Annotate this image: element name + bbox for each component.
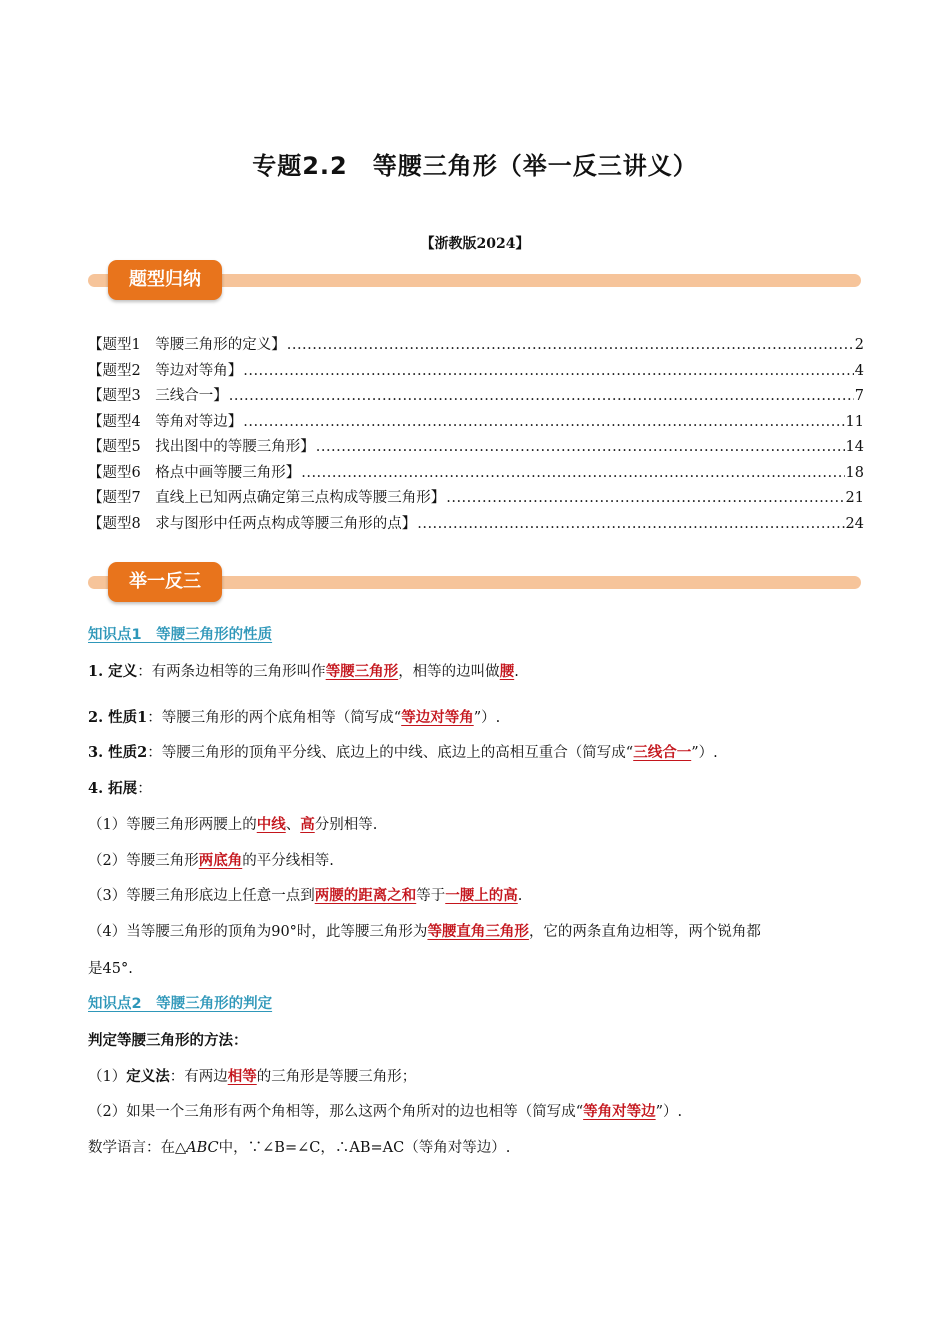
toc-leader (315, 435, 845, 461)
extension-item-4-cont: 是45°. (88, 961, 133, 977)
extension-item-4: （4）当等腰三角形的顶角为90°时，此等腰三角形为等腰直角三角形，它的两条直角边相等，两个锐角都 (88, 923, 761, 940)
toc-page: 18 (845, 464, 864, 481)
banner-label: 题型归纳 (108, 260, 222, 300)
banner-label: 举一反三 (108, 562, 222, 602)
toc-label: 【题型2 等边对等角】 (88, 362, 243, 379)
toc-label: 【题型8 求与图形中任两点构成等腰三角形的点】 (88, 515, 417, 532)
property-1-line: 2. 性质1：等腰三角形的两个底角相等（简写成“等边对等角”）. (88, 709, 501, 726)
toc-page: 11 (845, 413, 864, 430)
toc-label: 【题型7 直线上已知两点确定第三点构成等腰三角形】 (88, 490, 446, 506)
property-2-line: 3. 性质2：等腰三角形的顶角平分线、底边上的中线、底边上的高相互重合（简写成“三线合一”）. (88, 744, 718, 761)
table-of-contents (88, 333, 864, 537)
knowledge-point-2-heading: 知识点2 等腰三角形的判定 (88, 996, 273, 1012)
toc-page: 21 (845, 490, 864, 506)
toc-entry[interactable] (88, 384, 864, 410)
extension-heading: 4. 拓展： (88, 780, 152, 797)
toc-page: 7 (854, 388, 864, 404)
toc-entry[interactable] (88, 461, 864, 487)
toc-page: 2 (854, 337, 864, 353)
toc-entry[interactable] (88, 333, 864, 359)
toc-page: 24 (845, 515, 864, 532)
toc-label: 【题型6 格点中画等腰三角形】 (88, 464, 301, 481)
page-title: 专题2.2 等腰三角形（举一反三讲义） (252, 152, 698, 180)
toc-page: 14 (845, 439, 864, 455)
toc-entry[interactable] (88, 512, 864, 538)
toc-leader (242, 359, 854, 385)
extension-item-3: （3）等腰三角形底边上任意一点到两腰的距离之和等于一腰上的高. (88, 887, 523, 904)
math-language-line: 数学语言：在△ABC中，∵∠B=∠C，∴AB=AC（等角对等边）. (88, 1140, 511, 1156)
toc-leader (416, 512, 844, 538)
extension-item-2: （2）等腰三角形两底角的平分线相等. (88, 852, 334, 869)
edition-label: 【浙教版2024】 (420, 236, 530, 252)
method-heading: 判定等腰三角形的方法： (88, 1032, 248, 1049)
toc-entry[interactable] (88, 435, 864, 461)
toc-leader (228, 384, 854, 410)
method-item-1: （1）定义法：有两边相等的三角形是等腰三角形； (88, 1068, 417, 1085)
toc-label: 【题型4 等角对等边】 (88, 413, 243, 430)
toc-leader (286, 333, 854, 359)
definition-line: 1. 定义：有两条边相等的三角形叫作等腰三角形，相等的边叫做腰. (88, 663, 519, 680)
toc-leader (445, 486, 844, 512)
toc-leader (300, 461, 844, 487)
section-banner-types (88, 260, 861, 300)
toc-entry[interactable] (88, 486, 864, 512)
method-item-2: （2）如果一个三角形有两个角相等，那么这两个角所对的边也相等（简写成“等角对等边”）. (88, 1103, 683, 1120)
extension-item-1: （1）等腰三角形两腰上的中线、高分别相等. (88, 816, 378, 833)
toc-label: 【题型5 找出图中的等腰三角形】 (88, 439, 315, 455)
toc-entry[interactable] (88, 410, 864, 436)
toc-page: 4 (854, 362, 864, 379)
toc-leader (242, 410, 844, 436)
toc-label: 【题型1 等腰三角形的定义】 (88, 337, 286, 353)
toc-entry[interactable] (88, 359, 864, 385)
knowledge-point-1-heading: 知识点1 等腰三角形的性质 (88, 627, 273, 643)
section-banner-practice (88, 562, 861, 602)
toc-label: 【题型3 三线合一】 (88, 388, 228, 404)
